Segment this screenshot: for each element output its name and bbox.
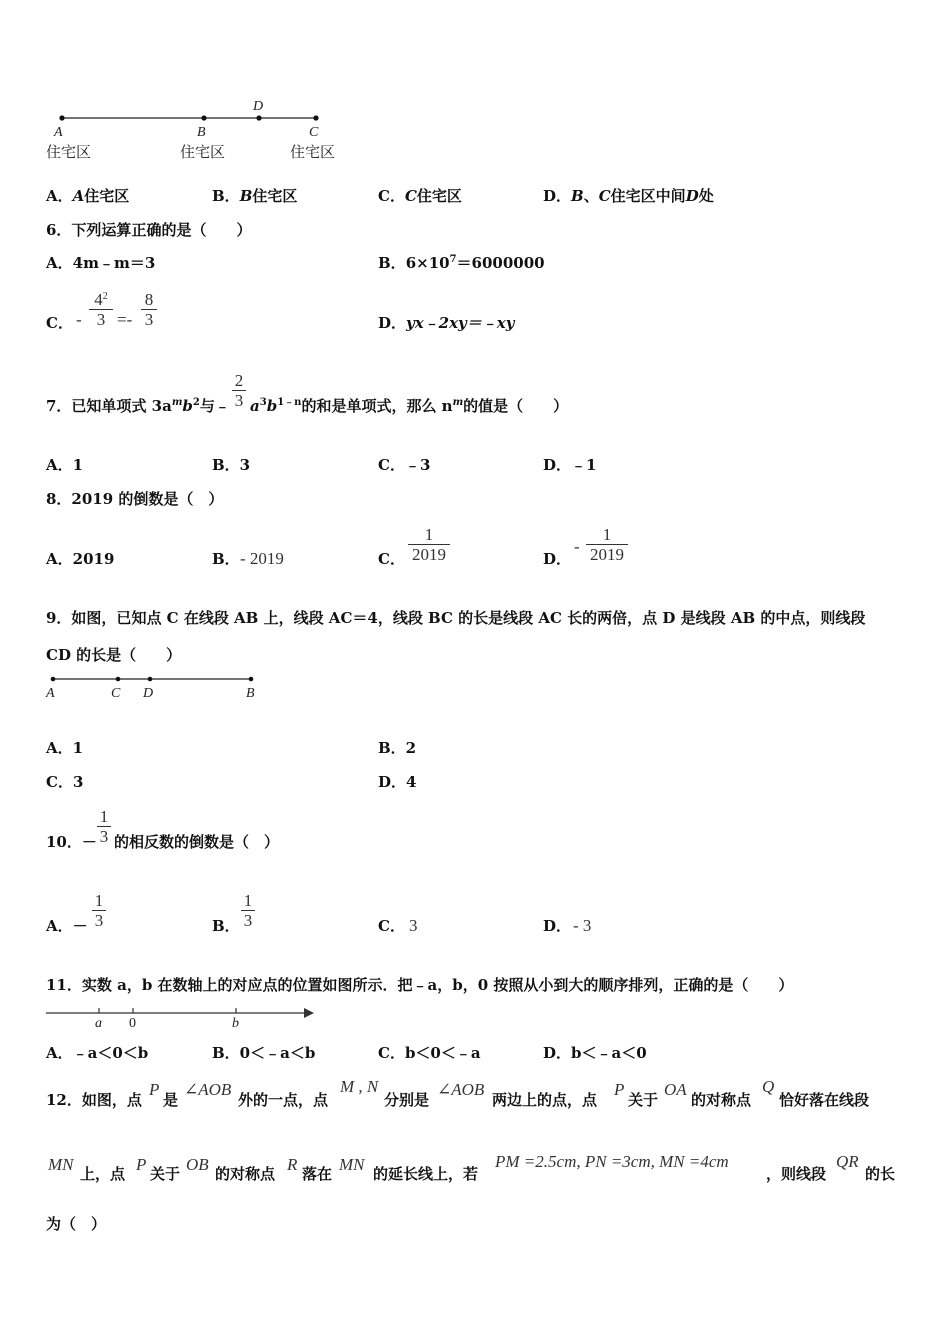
- q12-text-2f: ，则线段: [766, 1165, 827, 1183]
- label-b: B: [197, 125, 206, 140]
- q10-option-d-key: D．: [543, 917, 572, 935]
- residential-label-a: 住宅区: [46, 143, 92, 161]
- q12-text-2b: 关于: [150, 1165, 181, 1183]
- q12-math-p3: P: [136, 1155, 147, 1174]
- label-c: C: [309, 125, 319, 140]
- q12-text-1h: 恰好落在线段: [779, 1091, 870, 1109]
- q12-math-mn2: MN: [339, 1155, 365, 1174]
- q12-text-1b: 是: [163, 1091, 179, 1109]
- q7-option-b: B．3: [212, 456, 251, 474]
- q12-math-condition: PM =2.5cm, PN =3cm, MN =4cm: [495, 1152, 729, 1171]
- q11-label-0: 0: [129, 1016, 136, 1031]
- q9-label-b: B: [246, 686, 255, 701]
- label-a: A: [54, 125, 63, 140]
- q10-option-b-fraction: 1 3: [241, 891, 255, 930]
- q8-option-d-neg: -: [574, 537, 580, 556]
- q5-option-d: D．B、C住宅区中间D处: [543, 187, 714, 205]
- q7-stem-part1: 7．已知单项式 $3a^mb^2$与﹣: [46, 397, 230, 415]
- q12-text-1d: 分别是: [384, 1091, 430, 1109]
- q11-option-c: C．b＜0＜﹣a: [378, 1044, 481, 1062]
- q8-option-d-fraction: 1 2019: [586, 525, 628, 564]
- q9-label-c: C: [111, 686, 121, 701]
- q8-option-b-key: B．: [212, 550, 240, 568]
- q11-option-b: B．0＜﹣a＜b: [212, 1044, 316, 1062]
- q9-option-d: D．4: [378, 773, 417, 791]
- q7-stem-part2: $a^3b^{1﹣n}$的和是单项式，那么 $n^m$的值是（ ）: [250, 397, 569, 415]
- q7-fraction: 2 3: [232, 371, 246, 410]
- q6-option-c-fraction2: 8 3: [141, 290, 157, 329]
- q12-math-ob: OB: [186, 1155, 209, 1174]
- q12-text-1f: 关于: [628, 1091, 659, 1109]
- q10-fraction: 1 3: [97, 807, 111, 846]
- q11-label-b: b: [232, 1016, 239, 1031]
- q12-text-1g: 的对称点: [691, 1091, 752, 1109]
- q12-text-3: 为（ ）: [46, 1215, 107, 1233]
- q9-option-c: C．3: [46, 773, 84, 791]
- q12-text-2g: 的长: [865, 1165, 896, 1183]
- q8-stem: 8．2019 的倒数是（ ）: [46, 490, 224, 508]
- q12-math-mn-pair: M , N: [340, 1077, 379, 1096]
- q9-stem-line1: 9．如图，已知点 C 在线段 AB 上，线段 AC＝4，线段 BC 的长是线段 AC 长的两倍，点 D 是线段 AB 的中点，则线段: [46, 609, 866, 627]
- q11-option-a: A．﹣a＜0＜b: [46, 1044, 149, 1062]
- q10-option-a-key: A．－: [46, 917, 88, 935]
- residential-label-b: 住宅区: [180, 143, 226, 161]
- q12-text-1e: 两边上的点，点: [492, 1091, 598, 1109]
- q8-option-d-key: D．: [543, 550, 572, 568]
- q12-text-2d: 落在: [302, 1165, 333, 1183]
- q12-math-angle1: ∠AOB: [184, 1080, 232, 1099]
- q11-stem: 11．实数 a，b 在数轴上的对应点的位置如图所示．把﹣a，b，0 按照从小到大的顺序排列，正确的是（ ）: [46, 976, 794, 994]
- q12-math-angle2: ∠AOB: [437, 1080, 485, 1099]
- q7-option-c: C．﹣3: [378, 456, 431, 474]
- q12-text-2c: 的对称点: [215, 1165, 276, 1183]
- q6-option-a: A．4m﹣m＝3: [46, 254, 156, 272]
- q6-stem: 6．下列运算正确的是（ ）: [46, 221, 252, 239]
- q12-text-1c: 外的一点，点: [238, 1091, 329, 1109]
- q8-option-c-key: C．: [378, 550, 405, 568]
- q12-math-q: Q: [762, 1077, 775, 1096]
- label-d: D: [253, 99, 264, 114]
- q6-option-c-neg: -: [76, 310, 82, 329]
- q12-text-1a: 12．如图，点: [46, 1091, 142, 1109]
- q10-option-a-fraction: 1 3: [92, 891, 106, 930]
- q5-option-a: A．A住宅区: [46, 187, 130, 205]
- q8-option-c-fraction: 1 2019: [408, 525, 450, 564]
- q12-math-p2: P: [614, 1080, 625, 1099]
- q12-math-mn1: MN: [48, 1155, 74, 1174]
- q11-axis-arrow: [304, 1008, 314, 1018]
- q9-label-d: D: [143, 686, 154, 701]
- q11-label-a: a: [95, 1016, 102, 1031]
- q6-option-c-eq: =-: [117, 310, 133, 329]
- q12-math-qr: QR: [836, 1152, 859, 1171]
- q9-label-a: A: [46, 686, 55, 701]
- q5-option-b: B．B住宅区: [212, 187, 298, 205]
- q8-option-b-value: - 2019: [240, 549, 284, 568]
- q12-text-2e: 的延长线上，若: [373, 1165, 479, 1183]
- q6-option-c-fraction1: $4^2$ 3: [89, 290, 113, 329]
- residential-label-c: 住宅区: [290, 143, 336, 161]
- q6-option-c-key: C．: [46, 314, 73, 332]
- q12-math-r: R: [287, 1155, 298, 1174]
- q12-math-oa: OA: [664, 1080, 687, 1099]
- q9-option-b: B．2: [378, 739, 417, 757]
- q8-option-a: A．2019: [46, 550, 115, 568]
- q10-option-b-key: B．: [212, 917, 240, 935]
- q10-option-d-value: - 3: [573, 916, 592, 935]
- q6-option-b: B．$6\times 10^7=6000000$: [378, 254, 545, 272]
- q9-option-a: A．1: [46, 739, 84, 757]
- q5-option-c: C．C住宅区: [378, 187, 462, 205]
- q7-option-a: A．1: [46, 456, 84, 474]
- q11-option-d: D．b＜﹣a＜0: [543, 1044, 647, 1062]
- q6-option-d: D．yx﹣2xy＝﹣xy: [378, 314, 515, 332]
- q9-stem-line2: CD 的长是（ ）: [46, 646, 182, 664]
- q10-option-c-key: C．: [378, 917, 405, 935]
- q12-math-p1: P: [149, 1080, 160, 1099]
- q10-option-c-value: 3: [409, 916, 418, 935]
- q12-text-2a: 上，点: [80, 1165, 126, 1183]
- q7-option-d: D．﹣1: [543, 456, 597, 474]
- q10-stem-post: 的相反数的倒数是（ ）: [114, 833, 280, 851]
- q10-stem-pre: 10．－: [46, 833, 97, 851]
